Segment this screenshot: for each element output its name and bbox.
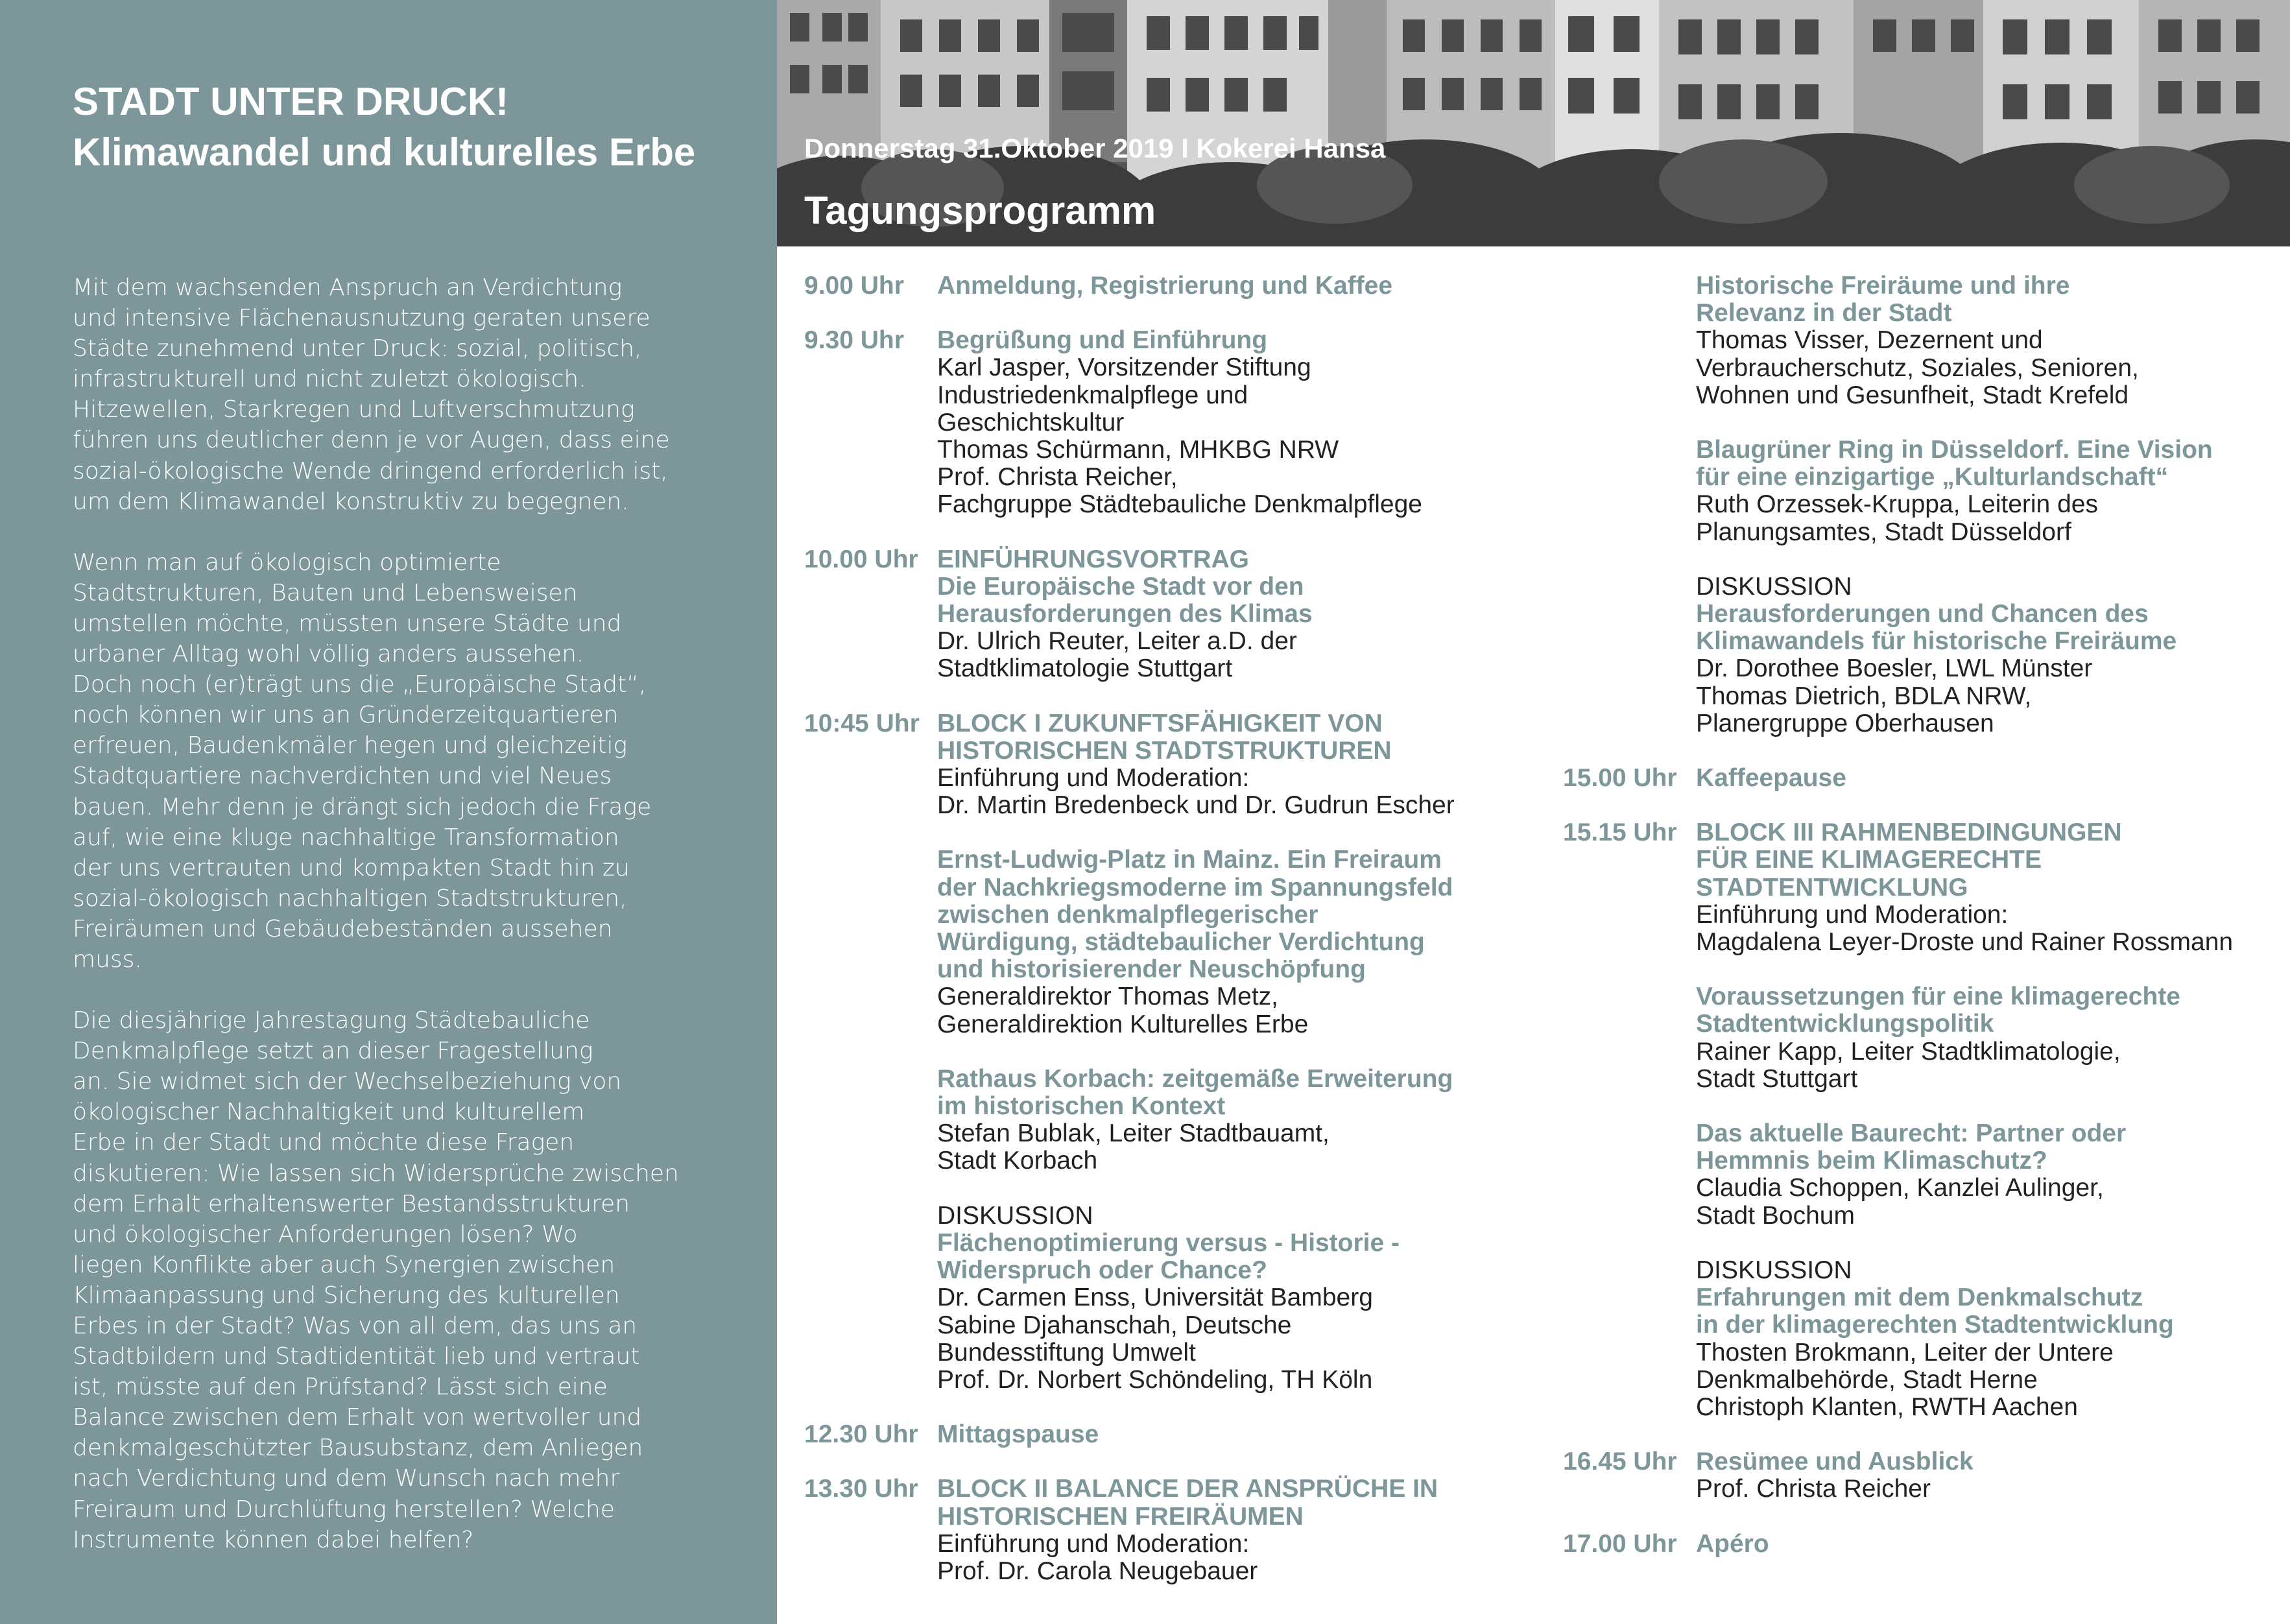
talk-title: Die Europäische Stadt vor den bbox=[937, 572, 1304, 601]
intro-text bbox=[73, 272, 734, 1586]
speaker-line: Dr. Dorothee Boesler, LWL Münster bbox=[1696, 654, 2093, 683]
talk-title: Ernst-Ludwig-Platz in Mainz. Ein Freiraum bbox=[937, 846, 1442, 874]
speaker-line: Rainer Kapp, Leiter Stadtklimatologie, bbox=[1696, 1037, 2121, 1066]
entry-time: 15.00 Uhr bbox=[1563, 764, 1677, 793]
speaker-line: Einführung und Moderation: bbox=[1696, 900, 2009, 929]
entry-time: 10:45 Uhr bbox=[804, 709, 920, 737]
title-line-1: STADT UNTER DRUCK! bbox=[73, 80, 509, 123]
speaker-line: Verbraucherschutz, Soziales, Senioren, bbox=[1696, 353, 2139, 382]
entry-time: 16.45 Uhr bbox=[1563, 1448, 1677, 1476]
talk-title: und historisierender Neuschöpfung bbox=[937, 955, 1366, 984]
entry-time: 9.00 Uhr bbox=[804, 272, 904, 300]
discussion-label: DISKUSSION bbox=[937, 1201, 1093, 1230]
talk-title: Voraussetzungen für eine klimagerechte bbox=[1696, 983, 2180, 1011]
talk-title: Herausforderungen des Klimas bbox=[937, 600, 1313, 628]
speaker-line: Magdalena Leyer-Droste und Rainer Rossmann bbox=[1696, 928, 2234, 957]
entry-title: FÜR EINE KLIMAGERECHTE bbox=[1696, 846, 2042, 874]
speaker-line: Stadt Korbach bbox=[937, 1147, 1098, 1175]
program-entry bbox=[804, 1421, 1505, 1448]
speaker-line: Prof. Dr. Norbert Schöndeling, TH Köln bbox=[937, 1365, 1373, 1394]
program-entry bbox=[1563, 272, 2276, 737]
speaker-line: Karl Jasper, Vorsitzender Stiftung bbox=[937, 353, 1311, 382]
discussion-title: Klimawandels für historische Freiräume bbox=[1696, 627, 2177, 656]
speaker-line: Thomas Dietrich, BDLA NRW, bbox=[1696, 682, 2032, 710]
entry-title: Begrüßung und Einführung bbox=[937, 326, 1268, 355]
speaker-line: Industriedenkmalpflege und bbox=[937, 381, 1248, 409]
speaker-line: Claudia Schoppen, Kanzlei Aulinger, bbox=[1696, 1174, 2104, 1202]
talk-title: Stadtentwicklungspolitik bbox=[1696, 1010, 1994, 1038]
talk-title: Hemmnis beim Klimaschutz? bbox=[1696, 1147, 2047, 1175]
program-entry bbox=[804, 1475, 1505, 1585]
speaker-line: Prof. Christa Reicher bbox=[1696, 1475, 1931, 1503]
program-column-2 bbox=[1563, 272, 2276, 1585]
discussion-label: DISKUSSION bbox=[1696, 572, 1852, 601]
program-entry bbox=[1563, 1448, 2276, 1503]
discussion-title: Widerspruch oder Chance? bbox=[937, 1256, 1267, 1285]
program-entry bbox=[1563, 765, 2276, 792]
entry-title: BLOCK II BALANCE DER ANSPRÜCHE IN bbox=[937, 1475, 1438, 1503]
speaker-line: Thomas Visser, Dezernent und bbox=[1696, 326, 2043, 355]
entry-title: Apéro bbox=[1696, 1529, 1769, 1558]
intro-paragraph: Mit dem wachsenden Anspruch an Verdichtung und intensive Flächenausnutzung geraten unsere Städte zunehmend unter Druck: sozial, politisch, infrastrukturell und nicht zuletzt ökologisch. Hitzewellen, Starkregen und Luftverschmutzung führen uns deutlicher denn je vor Augen, dass eine sozial-ökologische Wende dringend erforderlich ist, um dem Klimawandel konstruktiv zu begegnen. bbox=[73, 274, 670, 515]
talk-title: für eine einzigartige „Kulturlandschaft“ bbox=[1696, 463, 2169, 492]
program-column-1 bbox=[804, 272, 1505, 1612]
talk-title: im historischen Kontext bbox=[937, 1092, 1226, 1121]
speaker-line: Generaldirektor Thomas Metz, bbox=[937, 983, 1278, 1011]
speaker-line: Denkmalbehörde, Stadt Herne bbox=[1696, 1365, 2038, 1394]
discussion-title: Herausforderungen und Chancen des bbox=[1696, 600, 2149, 628]
intro-paragraph: Die diesjährige Jahrestagung Städtebauliche Denkmalpflege setzt an dieser Fragestellung an. Sie widmet sich der Wechselbeziehung von ökologischer Nachhaltigkeit und kulturellem Erbe in der Stadt und möchte diese Fragen diskutieren: Wie lassen sich Widersprüche zwischen dem Erhalt erhaltenswerter Bestandsstrukturen und ökologischer Anforderungen lösen? Wo liegen Konflikte aber auch Synergien zwischen Klimaanpassung und Sicherung des kulturellen Erbes in der Stadt? Was von all dem, das uns an Stadtbildern und Stadtidentität lieb und vertraut ist, müsste auf den Prüfstand? Lässt sich eine Balance zwischen dem Erhalt von wertvoller und denkmalgeschützter Bausubstanz, dem Anliegen nach Verdichtung und dem Wunsch nach mehr Freiraum und Durchlüftung herstellen? Welche Instrumente können dabei helfen? bbox=[73, 1007, 679, 1553]
entry-title: HISTORISCHEN STADTSTRUKTUREN bbox=[937, 736, 1392, 765]
speaker-line: Einführung und Moderation: bbox=[937, 764, 1250, 793]
entry-time: 17.00 Uhr bbox=[1563, 1529, 1677, 1558]
program-entry bbox=[804, 710, 1505, 1394]
discussion-title: Erfahrungen mit dem Denkmalschutz bbox=[1696, 1284, 2143, 1312]
entry-title: EINFÜHRUNGSVORTRAG bbox=[937, 545, 1250, 573]
speaker-line: Stadtklimatologie Stuttgart bbox=[937, 654, 1233, 683]
speaker-line: Dr. Carmen Enss, Universität Bamberg bbox=[937, 1284, 1373, 1312]
talk-title: zwischen denkmalpflegerischer bbox=[937, 900, 1318, 929]
speaker-line: Stadt Bochum bbox=[1696, 1201, 1855, 1230]
program-entry bbox=[1563, 1531, 2276, 1558]
speaker-line: Stefan Bublak, Leiter Stadtbauamt, bbox=[937, 1119, 1330, 1148]
discussion-title: in der klimagerechten Stadtentwicklung bbox=[1696, 1311, 2174, 1339]
entry-time: 12.30 Uhr bbox=[804, 1420, 918, 1449]
speaker-line: Geschichtskultur bbox=[937, 408, 1125, 436]
speaker-line: Planergruppe Oberhausen bbox=[1696, 709, 1994, 737]
entry-time: 13.30 Uhr bbox=[804, 1475, 918, 1503]
discussion-title: Flächenoptimierung versus - Historie - bbox=[937, 1228, 1400, 1257]
talk-title: Würdigung, städtebaulicher Verdichtung bbox=[937, 928, 1425, 957]
entry-time: 15.15 Uhr bbox=[1563, 818, 1677, 847]
speaker-line: Sabine Djahanschah, Deutsche bbox=[937, 1311, 1292, 1339]
speaker-line: Dr. Ulrich Reuter, Leiter a.D. der bbox=[937, 627, 1297, 656]
entry-title: STADTENTWICKLUNG bbox=[1696, 873, 1968, 902]
entry-title: Resümee und Ausblick bbox=[1696, 1448, 1974, 1476]
page-title bbox=[73, 77, 760, 178]
speaker-line: Ruth Orzessek-Kruppa, Leiterin des bbox=[1696, 490, 2098, 519]
speaker-line: Wohnen und Gesunfheit, Stadt Krefeld bbox=[1696, 381, 2129, 409]
entry-title: BLOCK III RAHMENBEDINGUNGEN bbox=[1696, 818, 2122, 847]
entry-title: Mittagspause bbox=[937, 1420, 1099, 1449]
entry-time: 9.30 Uhr bbox=[804, 326, 904, 355]
speaker-line: Planungsamtes, Stadt Düsseldorf bbox=[1696, 518, 2071, 546]
program-title: Tagungsprogramm bbox=[804, 189, 1156, 232]
entry-title: Kaffeepause bbox=[1696, 764, 1846, 793]
talk-title: der Nachkriegsmoderne im Spannungsfeld bbox=[937, 873, 1453, 902]
speaker-line: Christoph Klanten, RWTH Aachen bbox=[1696, 1392, 2078, 1421]
speaker-line: Prof. Christa Reicher, bbox=[937, 463, 1178, 492]
entry-title: BLOCK I ZUKUNFTSFÄHIGKEIT VON bbox=[937, 709, 1383, 737]
speaker-line: Bundesstiftung Umwelt bbox=[937, 1338, 1196, 1367]
talk-title: Das aktuelle Baurecht: Partner oder bbox=[1696, 1119, 2127, 1148]
speaker-line: Thosten Brokmann, Leiter der Untere bbox=[1696, 1338, 2114, 1367]
talk-title: Historische Freiräume und ihre bbox=[1696, 272, 2070, 300]
speaker-line: Fachgruppe Städtebauliche Denkmalpflege bbox=[937, 490, 1422, 519]
speaker-line: Einführung und Moderation: bbox=[937, 1529, 1250, 1558]
discussion-label: DISKUSSION bbox=[1696, 1256, 1852, 1284]
speaker-line: Generaldirektion Kulturelles Erbe bbox=[937, 1010, 1309, 1038]
title-line-2: Klimawandel und kulturelles Erbe bbox=[73, 130, 696, 174]
speaker-line: Stadt Stuttgart bbox=[1696, 1064, 1858, 1093]
entry-time: 10.00 Uhr bbox=[804, 545, 918, 573]
program-entry bbox=[804, 546, 1505, 683]
entry-title: HISTORISCHEN FREIRÄUMEN bbox=[937, 1502, 1304, 1531]
speaker-line: Prof. Dr. Carola Neugebauer bbox=[937, 1557, 1258, 1585]
program-entry bbox=[804, 327, 1505, 518]
intro-paragraph: Wenn man auf ökologisch optimierte Stadtstrukturen, Bauten und Lebensweisen umstellen möchte, müssten unsere Städte und urbaner Alltag wohl völlig anders aussehen. Doch noch (er)trägt uns die „Europäische Stadt“, noch können wir uns an Gründerzeitquartieren erfreuen, Baudenkmäler hegen und gleichzeitig Stadtquartiere nachverdichten und viel Neues bauen. Mehr denn je drängt sich jedoch die Frage auf, wie eine kluge nachhaltige Transformation der uns vertrauten und kompakten Stadt hin zu sozial-ökologisch nachhaltigen Stadtstrukturen, Freiräumen und Gebäudebeständen aussehen muss. bbox=[73, 549, 652, 973]
program-entry bbox=[1563, 819, 2276, 1421]
speaker-line: Dr. Martin Bredenbeck und Dr. Gudrun Escher bbox=[937, 791, 1455, 820]
event-date: Donnerstag 31.Oktober 2019 I Kokerei Hansa bbox=[804, 133, 1386, 163]
entry-title: Anmeldung, Registrierung und Kaffee bbox=[937, 272, 1393, 300]
intro-panel bbox=[0, 0, 777, 1624]
talk-title: Relevanz in der Stadt bbox=[1696, 299, 1952, 328]
talk-title: Blaugrüner Ring in Düsseldorf. Eine Vision bbox=[1696, 436, 2213, 464]
program-entry bbox=[804, 272, 1505, 300]
speaker-line: Thomas Schürmann, MHKBG NRW bbox=[937, 436, 1339, 464]
talk-title: Rathaus Korbach: zeitgemäße Erweiterung bbox=[937, 1064, 1453, 1093]
